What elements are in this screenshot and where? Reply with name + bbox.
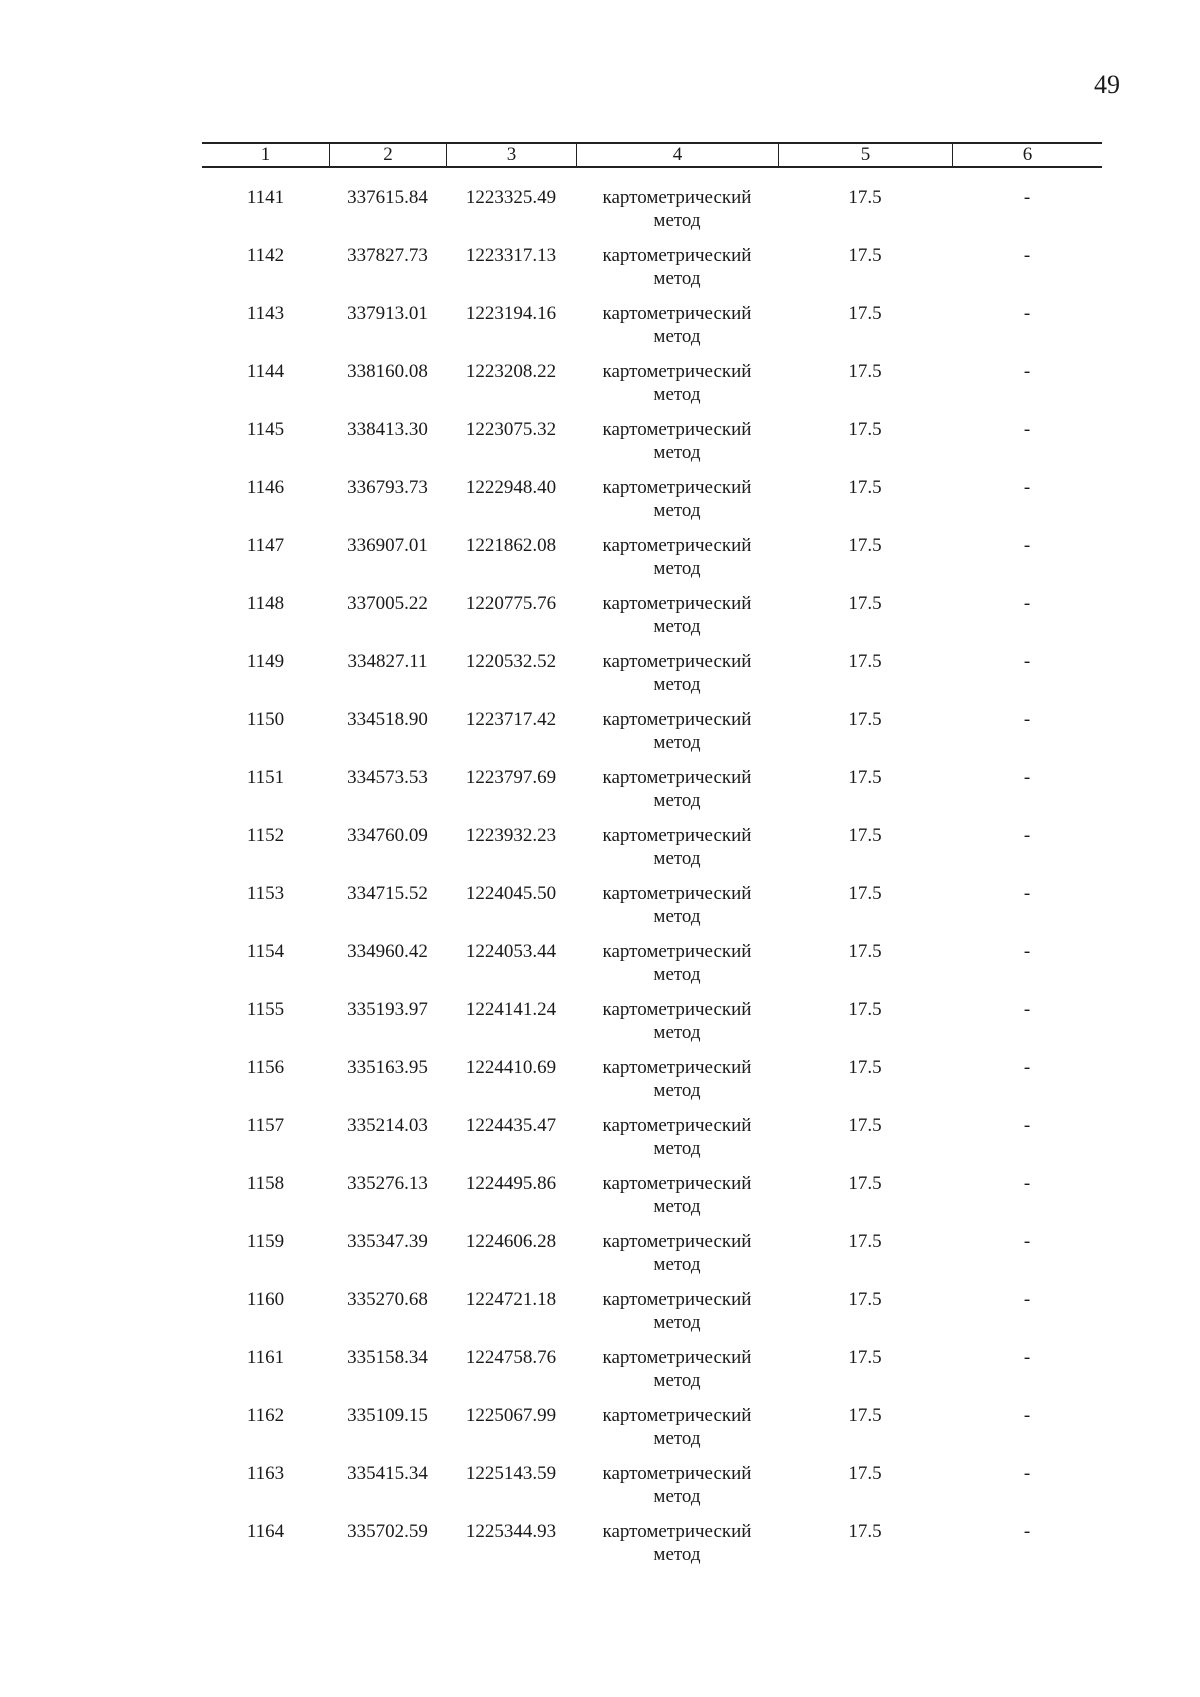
method-line-2: метод [653, 1254, 701, 1275]
method-line-2: метод [653, 1312, 701, 1333]
y-coordinate-cell: 1223194.16 [465, 303, 557, 324]
x-coordinate-cell: 335109.15 [347, 1405, 428, 1426]
method-line-1: картометрический [602, 941, 752, 962]
table-row [202, 360, 1102, 418]
x-coordinate-cell: 336793.73 [347, 477, 428, 498]
point-number-cell: 1153 [246, 883, 285, 904]
x-coordinate-cell: 335270.68 [347, 1289, 428, 1310]
x-coordinate-cell: 334960.42 [347, 941, 428, 962]
point-number-cell: 1149 [246, 651, 285, 672]
method-cell [576, 1346, 778, 1404]
method-line-1: картометрический [602, 361, 752, 382]
method-line-1: картометрический [602, 1231, 752, 1252]
method-line-1: картометрический [602, 245, 752, 266]
method-cell [576, 708, 778, 766]
note-cell: - [1023, 1115, 1031, 1136]
point-number-cell: 1161 [246, 1347, 285, 1368]
y-coordinate-cell: 1224053.44 [465, 941, 557, 962]
note-cell: - [1023, 767, 1031, 788]
method-cell [576, 998, 778, 1056]
method-line-1: картометрический [602, 419, 752, 440]
note-cell: - [1023, 1463, 1031, 1484]
x-coordinate-cell: 335214.03 [347, 1115, 428, 1136]
table-row [202, 1172, 1102, 1230]
accuracy-cell: 17.5 [848, 535, 882, 556]
note-cell: - [1023, 1521, 1031, 1542]
accuracy-cell: 17.5 [848, 1405, 882, 1426]
method-line-1: картометрический [602, 1463, 752, 1484]
y-coordinate-cell: 1224045.50 [465, 883, 557, 904]
method-line-1: картометрический [602, 1115, 752, 1136]
y-coordinate-cell: 1224495.86 [465, 1173, 557, 1194]
method-cell [576, 650, 778, 708]
point-number-cell: 1146 [246, 477, 285, 498]
y-coordinate-cell: 1225067.99 [465, 1405, 557, 1426]
page-number: 49 [1094, 70, 1120, 99]
y-coordinate-cell: 1224721.18 [465, 1289, 557, 1310]
point-number-cell: 1151 [246, 767, 285, 788]
x-coordinate-cell: 335276.13 [347, 1173, 428, 1194]
method-cell [576, 534, 778, 592]
y-coordinate-cell: 1224410.69 [465, 1057, 557, 1078]
accuracy-cell: 17.5 [848, 709, 882, 730]
y-coordinate-cell: 1224435.47 [465, 1115, 557, 1136]
note-cell: - [1023, 883, 1031, 904]
method-line-2: метод [653, 1138, 701, 1159]
method-line-2: метод [653, 906, 701, 927]
header-col-5: 5 [778, 144, 952, 166]
method-line-2: метод [653, 558, 701, 579]
note-cell: - [1023, 1405, 1031, 1426]
method-line-1: картометрический [602, 535, 752, 556]
note-cell: - [1023, 419, 1031, 440]
method-line-1: картометрический [602, 825, 752, 846]
table-row [202, 244, 1102, 302]
point-number-cell: 1141 [246, 187, 285, 208]
x-coordinate-cell: 337615.84 [347, 187, 428, 208]
y-coordinate-cell: 1221862.08 [465, 535, 557, 556]
point-number-cell: 1155 [246, 999, 285, 1020]
method-cell [576, 766, 778, 824]
table-body [202, 186, 1102, 1578]
method-cell [576, 360, 778, 418]
method-line-1: картометрический [602, 1289, 752, 1310]
method-line-2: метод [653, 326, 701, 347]
accuracy-cell: 17.5 [848, 883, 882, 904]
table-row [202, 1520, 1102, 1578]
y-coordinate-cell: 1223317.13 [465, 245, 557, 266]
point-number-cell: 1154 [246, 941, 285, 962]
x-coordinate-cell: 338160.08 [347, 361, 428, 382]
method-cell [576, 1462, 778, 1520]
accuracy-cell: 17.5 [848, 1173, 882, 1194]
method-line-1: картометрический [602, 999, 752, 1020]
point-number-cell: 1148 [246, 593, 285, 614]
method-line-1: картометрический [602, 303, 752, 324]
point-number-cell: 1145 [246, 419, 285, 440]
method-cell [576, 302, 778, 360]
accuracy-cell: 17.5 [848, 593, 882, 614]
note-cell: - [1023, 1289, 1031, 1310]
method-line-2: метод [653, 848, 701, 869]
point-number-cell: 1142 [246, 245, 285, 266]
table-row [202, 186, 1102, 244]
accuracy-cell: 17.5 [848, 767, 882, 788]
x-coordinate-cell: 334827.11 [347, 651, 428, 672]
point-number-cell: 1144 [246, 361, 285, 382]
method-line-2: метод [653, 268, 701, 289]
accuracy-cell: 17.5 [848, 941, 882, 962]
note-cell: - [1023, 999, 1031, 1020]
x-coordinate-cell: 335415.34 [347, 1463, 428, 1484]
accuracy-cell: 17.5 [848, 187, 882, 208]
method-line-1: картометрический [602, 477, 752, 498]
y-coordinate-cell: 1223932.23 [465, 825, 557, 846]
accuracy-cell: 17.5 [848, 825, 882, 846]
point-number-cell: 1159 [246, 1231, 285, 1252]
method-cell [576, 1114, 778, 1172]
point-number-cell: 1164 [246, 1521, 285, 1542]
method-cell [576, 1172, 778, 1230]
note-cell: - [1023, 535, 1031, 556]
header-col-1: 1 [260, 144, 271, 165]
x-coordinate-cell: 335163.95 [347, 1057, 428, 1078]
method-line-1: картометрический [602, 593, 752, 614]
x-coordinate-cell: 337005.22 [347, 593, 428, 614]
x-coordinate-cell: 334715.52 [347, 883, 428, 904]
table-row [202, 824, 1102, 882]
x-coordinate-cell: 335193.97 [347, 999, 428, 1020]
note-cell: - [1023, 709, 1031, 730]
note-cell: - [1023, 361, 1031, 382]
y-coordinate-cell: 1224606.28 [465, 1231, 557, 1252]
method-cell [576, 824, 778, 882]
point-number-cell: 1152 [246, 825, 285, 846]
accuracy-cell: 17.5 [848, 1289, 882, 1310]
note-cell: - [1023, 593, 1031, 614]
note-cell: - [1023, 825, 1031, 846]
method-cell [576, 940, 778, 998]
y-coordinate-cell: 1222948.40 [465, 477, 557, 498]
x-coordinate-cell: 337827.73 [347, 245, 428, 266]
method-line-2: метод [653, 210, 701, 231]
method-line-1: картометрический [602, 1521, 752, 1542]
y-coordinate-cell: 1220775.76 [465, 593, 557, 614]
x-coordinate-cell: 334573.53 [347, 767, 428, 788]
y-coordinate-cell: 1223075.32 [465, 419, 557, 440]
point-number-cell: 1158 [246, 1173, 285, 1194]
note-cell: - [1023, 1231, 1031, 1252]
table-row [202, 998, 1102, 1056]
header-col-2: 2 [329, 144, 446, 166]
y-coordinate-cell: 1224141.24 [465, 999, 557, 1020]
method-cell [576, 186, 778, 244]
x-coordinate-cell: 336907.01 [347, 535, 428, 556]
accuracy-cell: 17.5 [848, 1115, 882, 1136]
table-row [202, 882, 1102, 940]
table-row [202, 476, 1102, 534]
accuracy-cell: 17.5 [848, 303, 882, 324]
point-number-cell: 1150 [246, 709, 285, 730]
table-row [202, 1288, 1102, 1346]
point-number-cell: 1147 [246, 535, 285, 556]
point-number-cell: 1162 [246, 1405, 285, 1426]
y-coordinate-cell: 1224758.76 [465, 1347, 557, 1368]
method-cell [576, 882, 778, 940]
method-cell [576, 1288, 778, 1346]
method-cell [576, 592, 778, 650]
accuracy-cell: 17.5 [848, 999, 882, 1020]
x-coordinate-cell: 338413.30 [347, 419, 428, 440]
note-cell: - [1023, 477, 1031, 498]
table-row [202, 766, 1102, 824]
table-row [202, 650, 1102, 708]
x-coordinate-cell: 335702.59 [347, 1521, 428, 1542]
method-line-2: метод [653, 732, 701, 753]
method-line-2: метод [653, 1486, 701, 1507]
y-coordinate-cell: 1223717.42 [465, 709, 557, 730]
method-line-2: метод [653, 384, 701, 405]
point-number-cell: 1163 [246, 1463, 285, 1484]
method-line-1: картометрический [602, 187, 752, 208]
method-line-1: картометрический [602, 883, 752, 904]
point-number-cell: 1143 [246, 303, 285, 324]
method-cell [576, 244, 778, 302]
accuracy-cell: 17.5 [848, 1463, 882, 1484]
table-row [202, 1346, 1102, 1404]
method-line-2: метод [653, 442, 701, 463]
note-cell: - [1023, 1057, 1031, 1078]
accuracy-cell: 17.5 [848, 1231, 882, 1252]
accuracy-cell: 17.5 [848, 1057, 882, 1078]
accuracy-cell: 17.5 [848, 361, 882, 382]
table-header [202, 142, 1102, 168]
method-cell [576, 476, 778, 534]
header-col-3: 3 [446, 144, 576, 166]
method-cell [576, 1056, 778, 1114]
note-cell: - [1023, 303, 1031, 324]
method-line-1: картометрический [602, 1405, 752, 1426]
x-coordinate-cell: 334760.09 [347, 825, 428, 846]
method-cell [576, 1520, 778, 1578]
method-line-2: метод [653, 964, 701, 985]
method-line-2: метод [653, 500, 701, 521]
table-row [202, 534, 1102, 592]
method-line-2: метод [653, 1196, 701, 1217]
note-cell: - [1023, 651, 1031, 672]
x-coordinate-cell: 334518.90 [347, 709, 428, 730]
y-coordinate-cell: 1220532.52 [465, 651, 557, 672]
method-line-2: метод [653, 674, 701, 695]
x-coordinate-cell: 335347.39 [347, 1231, 428, 1252]
note-cell: - [1023, 1347, 1031, 1368]
x-coordinate-cell: 337913.01 [347, 303, 428, 324]
accuracy-cell: 17.5 [848, 651, 882, 672]
accuracy-cell: 17.5 [848, 1521, 882, 1542]
table-row [202, 940, 1102, 998]
y-coordinate-cell: 1223325.49 [465, 187, 557, 208]
method-line-2: метод [653, 790, 701, 811]
method-line-1: картометрический [602, 1347, 752, 1368]
y-coordinate-cell: 1223797.69 [465, 767, 557, 788]
table-row [202, 1404, 1102, 1462]
method-cell [576, 1404, 778, 1462]
x-coordinate-cell: 335158.34 [347, 1347, 428, 1368]
table-row [202, 302, 1102, 360]
note-cell: - [1023, 941, 1031, 962]
table-row [202, 1114, 1102, 1172]
accuracy-cell: 17.5 [848, 419, 882, 440]
method-cell [576, 1230, 778, 1288]
table-row [202, 418, 1102, 476]
method-line-1: картометрический [602, 1173, 752, 1194]
header-col-4: 4 [576, 144, 778, 166]
table-row [202, 1230, 1102, 1288]
note-cell: - [1023, 1173, 1031, 1194]
point-number-cell: 1160 [246, 1289, 285, 1310]
note-cell: - [1023, 245, 1031, 266]
y-coordinate-cell: 1225143.59 [465, 1463, 557, 1484]
point-number-cell: 1156 [246, 1057, 285, 1078]
table-row [202, 1462, 1102, 1520]
accuracy-cell: 17.5 [848, 477, 882, 498]
method-line-2: метод [653, 1370, 701, 1391]
method-line-2: метод [653, 1544, 701, 1565]
method-line-2: метод [653, 616, 701, 637]
method-line-1: картометрический [602, 709, 752, 730]
method-cell [576, 418, 778, 476]
header-col-6: 6 [952, 144, 1102, 166]
method-line-1: картометрический [602, 767, 752, 788]
method-line-2: метод [653, 1080, 701, 1101]
accuracy-cell: 17.5 [848, 1347, 882, 1368]
point-number-cell: 1157 [246, 1115, 285, 1136]
method-line-1: картометрический [602, 1057, 752, 1078]
y-coordinate-cell: 1225344.93 [465, 1521, 557, 1542]
accuracy-cell: 17.5 [848, 245, 882, 266]
method-line-2: метод [653, 1428, 701, 1449]
table-row [202, 708, 1102, 766]
method-line-1: картометрический [602, 651, 752, 672]
table-row [202, 1056, 1102, 1114]
note-cell: - [1023, 187, 1031, 208]
y-coordinate-cell: 1223208.22 [465, 361, 557, 382]
method-line-2: метод [653, 1022, 701, 1043]
table-row [202, 592, 1102, 650]
